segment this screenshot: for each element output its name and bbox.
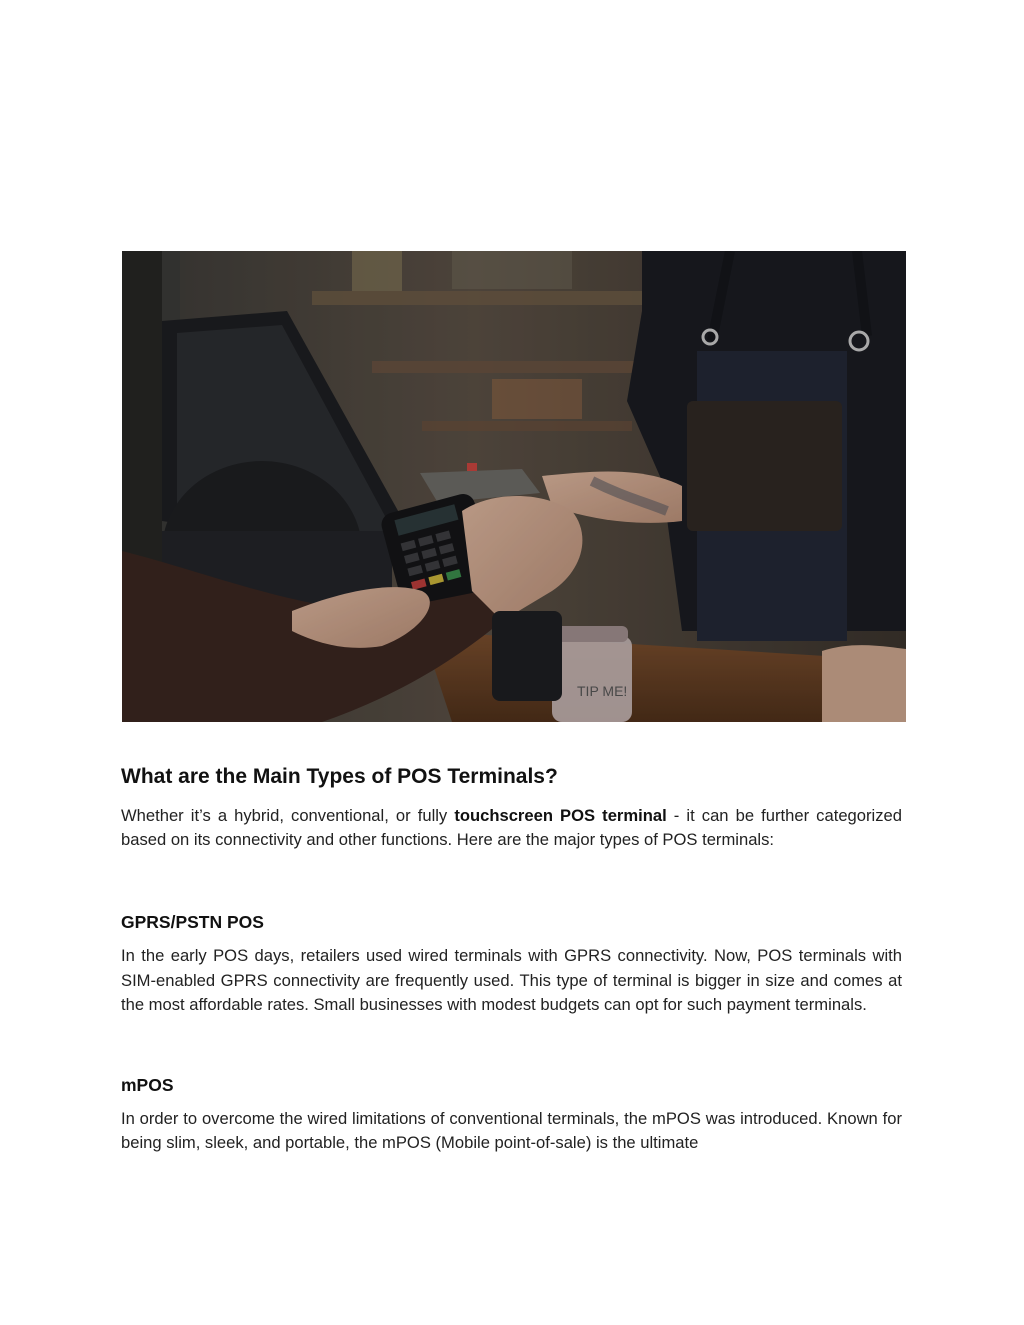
intro-bold-text: touchscreen POS terminal: [454, 806, 667, 825]
intro-paragraph: [121, 804, 902, 852]
article-content: [121, 762, 902, 1155]
pos-payment-illustration: [122, 251, 906, 722]
tip-jar-label: TIP ME!: [577, 683, 628, 699]
subheading-gprs-pstn: GPRS/PSTN POS: [121, 912, 264, 933]
intro-text-before: Whether it’s a hybrid, conventional, or fully: [121, 806, 455, 825]
gprs-pstn-paragraph: In the early POS days, retailers used wired terminals with GPRS connectivity. Now, POS terminals with SIM-enabled GPRS connectivity are frequently used. This type of terminal is bigger in size and comes at the most affordable rates. Small businesses with modest budgets can opt for such payment terminals.: [121, 946, 902, 1014]
intro-text-after: - it can be further categorized based on its connectivity and other functions. Here are the major types of POS terminals:: [121, 806, 902, 850]
mpos-paragraph: In order to overcome the wired limitations of conventional terminals, the mPOS was introduced. Known for being slim, sleek, and portable, the mPOS (Mobile point-of-sale) is the ultimate: [121, 1109, 902, 1153]
subheading-mpos: mPOS: [121, 1075, 174, 1096]
pos-payment-photo: [122, 251, 906, 722]
section-heading: What are the Main Types of POS Terminals?: [121, 765, 558, 788]
